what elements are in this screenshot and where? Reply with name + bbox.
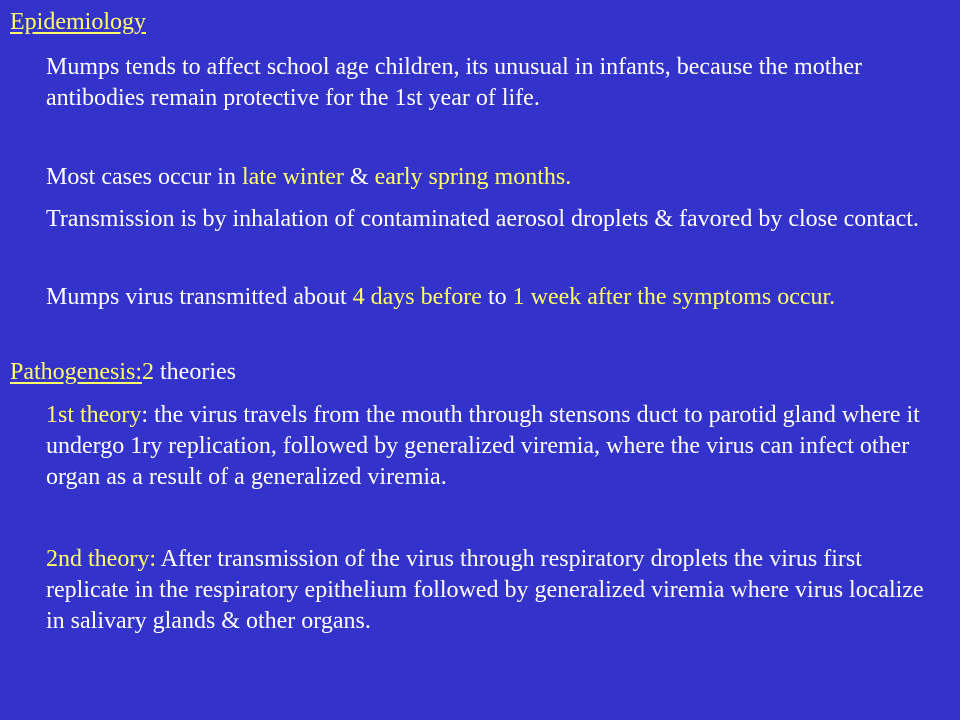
pathogenesis-heading-number: 2 xyxy=(142,359,154,385)
epidemiology-paragraph-4 xyxy=(46,282,946,313)
epidemiology-paragraph-1 xyxy=(46,52,946,114)
epidemiology-p1-text: Mumps tends to affect school age children, its unusual in infants, because the mother antibodies remain protective for the 1st year of life. xyxy=(46,54,863,111)
epidemiology-p4-1-week-after: 1 week after the symptoms occur. xyxy=(512,284,836,310)
pathogenesis-heading xyxy=(10,358,236,386)
pathogenesis-p2-text: After transmission of the virus through respiratory droplets the virus first replicate in the respiratory epithelium followed by generalized viremia where virus localize in salivary glands & other organs. xyxy=(46,546,924,634)
pathogenesis-heading-rest: theories xyxy=(154,359,236,385)
epidemiology-p2-e: . xyxy=(565,164,572,190)
epidemiology-p2-a: Most cases occur in xyxy=(46,164,242,190)
epidemiology-p2-c: & xyxy=(343,164,375,190)
epidemiology-heading xyxy=(10,8,146,36)
epidemiology-heading-text: Epidemiology xyxy=(10,9,146,35)
epidemiology-p4-4-days-before: 4 days before xyxy=(352,284,482,310)
epidemiology-p2-early-spring: early spring months xyxy=(374,164,566,190)
pathogenesis-paragraph-2 xyxy=(46,544,946,637)
pathogenesis-p2-label: 2nd theory: xyxy=(46,546,156,572)
pathogenesis-paragraph-1 xyxy=(46,400,946,493)
pathogenesis-heading-text: Pathogenesis: xyxy=(10,359,142,385)
epidemiology-p4-c: to xyxy=(481,284,513,310)
pathogenesis-p1-label: 1st theory xyxy=(46,402,142,428)
epidemiology-p4-a: Mumps virus transmitted about xyxy=(46,284,353,310)
pathogenesis-p1-text: : the virus travels from the mouth through stensons duct to parotid gland where it undergo 1ry replication, followed by generalized viremia, where the virus can infect other organ as a result of a generalized viremia. xyxy=(46,402,920,490)
epidemiology-p2-late-winter: late winter xyxy=(241,164,344,190)
epidemiology-paragraph-3 xyxy=(46,204,946,235)
epidemiology-p3-text: Transmission is by inhalation of contaminated aerosol droplets & favored by close contact. xyxy=(46,206,919,232)
epidemiology-paragraph-2 xyxy=(46,162,946,193)
